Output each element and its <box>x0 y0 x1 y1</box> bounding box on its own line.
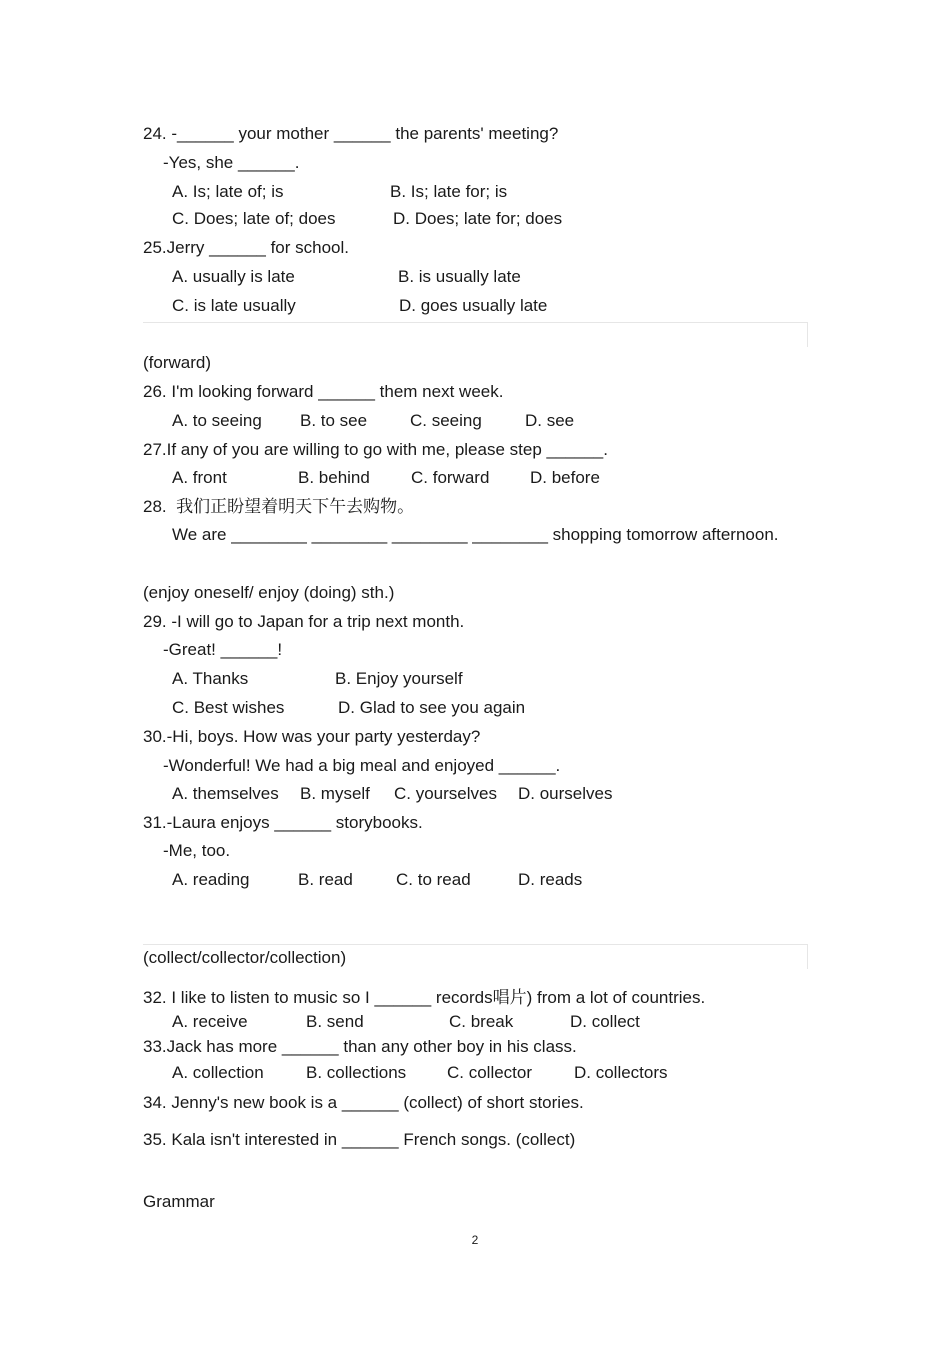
q24-option-b: B. Is; late for; is <box>390 182 508 201</box>
section-heading-enjoy: (enjoy oneself/ enjoy (doing) sth.) <box>143 583 395 602</box>
q31-reply: -Me, too. <box>163 841 231 860</box>
q30-option-c: C. yourselves <box>394 784 497 803</box>
q32-option-d: D. collect <box>570 1012 640 1031</box>
q35-stem: 35. Kala isn't interested in ______ French songs. (collect) <box>143 1130 576 1149</box>
q30-option-d: D. ourselves <box>518 784 613 803</box>
q29-option-d: D. Glad to see you again <box>338 698 526 717</box>
q29-stem: 29. -I will go to Japan for a trip next month. <box>143 612 465 631</box>
q29-reply: -Great! ______! <box>163 640 283 659</box>
q28-answer-line: We are ________ ________ ________ ________ shopping tomorrow afternoon. <box>172 525 779 544</box>
section-heading-collect: (collect/collector/collection) <box>143 948 347 967</box>
q29-option-a: A. Thanks <box>172 669 249 688</box>
q33-option-c: C. collector <box>447 1063 533 1082</box>
q27-option-a: A. front <box>172 468 227 487</box>
q27-stem: 27.If any of you are willing to go with me, please step ______. <box>143 440 608 459</box>
q26-option-c: C. seeing <box>410 411 482 430</box>
q27-option-c: C. forward <box>411 468 490 487</box>
q29-option-b: B. Enjoy yourself <box>335 669 463 688</box>
q31-stem: 31.-Laura enjoys ______ storybooks. <box>143 813 423 832</box>
q24-option-c: C. Does; late of; does <box>172 209 336 228</box>
q26-option-b: B. to see <box>300 411 368 430</box>
q26-option-a: A. to seeing <box>172 411 262 430</box>
q32-option-a: A. receive <box>172 1012 248 1031</box>
q33-option-d: D. collectors <box>574 1063 668 1082</box>
q30-option-a: A. themselves <box>172 784 279 803</box>
q24-reply: -Yes, she ______. <box>163 153 300 172</box>
q24-stem: 24. -______ your mother ______ the parents' meeting? <box>143 124 559 143</box>
q26-option-d: D. see <box>525 411 575 430</box>
q32-option-c: C. break <box>449 1012 514 1031</box>
section-heading-grammar: Grammar <box>143 1192 215 1211</box>
q28-stem: 28. 我们正盼望着明天下午去购物。 <box>143 497 415 516</box>
q24-option-d: D. Does; late for; does <box>393 209 563 228</box>
q24-option-a: A. Is; late of; is <box>172 182 284 201</box>
q31-option-b: B. read <box>298 870 353 889</box>
q31-option-c: C. to read <box>396 870 471 889</box>
q29-option-c: C. Best wishes <box>172 698 285 717</box>
q34-stem: 34. Jenny's new book is a ______ (collect) of short stories. <box>143 1093 584 1112</box>
page-number: 2 <box>471 1233 479 1247</box>
q30-option-b: B. myself <box>300 784 370 803</box>
q30-stem: 30.-Hi, boys. How was your party yesterday? <box>143 727 481 746</box>
section-heading-forward: (forward) <box>143 353 212 372</box>
q25-stem: 25.Jerry ______ for school. <box>143 238 350 257</box>
q30-reply: -Wonderful! We had a big meal and enjoyed ______. <box>163 756 561 775</box>
q31-option-a: A. reading <box>172 870 250 889</box>
section-divider <box>143 322 808 347</box>
q31-option-d: D. reads <box>518 870 583 889</box>
q32-option-b: B. send <box>306 1012 364 1031</box>
q25-option-b: B. is usually late <box>398 267 521 286</box>
q33-option-a: A. collection <box>172 1063 264 1082</box>
q27-option-b: B. behind <box>298 468 370 487</box>
q25-option-a: A. usually is late <box>172 267 295 286</box>
q26-stem: 26. I'm looking forward ______ them next week. <box>143 382 504 401</box>
q33-stem: 33.Jack has more ______ than any other boy in his class. <box>143 1037 577 1056</box>
q32-stem: 32. I like to listen to music so I ______ records唱片) from a lot of countries. <box>143 988 706 1007</box>
q25-option-d: D. goes usually late <box>399 296 548 315</box>
q25-option-c: C. is late usually <box>172 296 296 315</box>
q27-option-d: D. before <box>530 468 600 487</box>
q33-option-b: B. collections <box>306 1063 407 1082</box>
